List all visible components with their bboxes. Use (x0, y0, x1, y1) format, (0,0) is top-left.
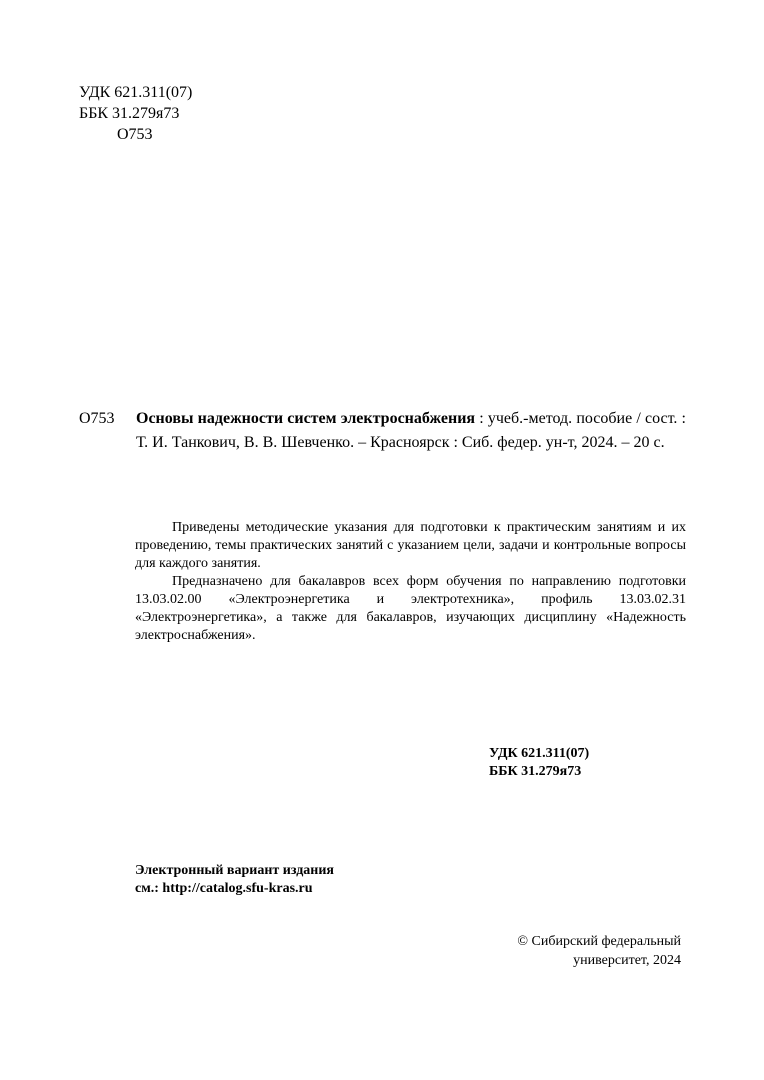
catalog-link: см.: http://catalog.sfu-kras.ru (135, 881, 313, 896)
udk-code: УДК 621.311(07) (489, 746, 590, 761)
bbk-code: ББК 31.279я73 (79, 105, 180, 122)
udk-code: УДК 621.311(07) (79, 84, 193, 101)
abstract-paragraph: Приведены методические указания для подготовки к практическим занятиям и их проведению, темы практических занятий с указанием цели, задачи и контрольные вопросы для каждого занятия. (135, 520, 686, 571)
electronic-version-note (135, 862, 334, 898)
electronic-label: Электронный вариант издания (135, 863, 334, 878)
abstract (135, 519, 686, 645)
author-mark: О753 (117, 126, 153, 143)
book-title: Основы надежности систем электроснабжения (136, 410, 476, 427)
classification-footer (489, 745, 589, 781)
record-details: : учеб.-метод. пособие / сост. : Т. И. Танкович, В. В. Шевченко. – Красноярск : Сиб. федер. ун-т, 2024. – 20 с. (136, 410, 687, 451)
record-body (136, 407, 686, 455)
bbk-code: ББК 31.279я73 (489, 764, 582, 779)
copyright-line: университет, 2024 (573, 953, 681, 968)
copyright-line: © Сибирский федеральный (517, 934, 681, 949)
record-author-mark: О753 (79, 410, 115, 427)
abstract-paragraph: Предназначено для бакалавров всех форм обучения по направлению подготовки 13.03.02.00 «Электроэнергетика и электротехника», профиль 13.03.02.31 «Электроэнергетика», а также для бакалавров, изучающих дисциплину «Надежность электроснабжения». (135, 574, 686, 643)
copyright-notice (517, 932, 681, 970)
bibliographic-record (79, 407, 686, 455)
header-classification (79, 82, 192, 145)
